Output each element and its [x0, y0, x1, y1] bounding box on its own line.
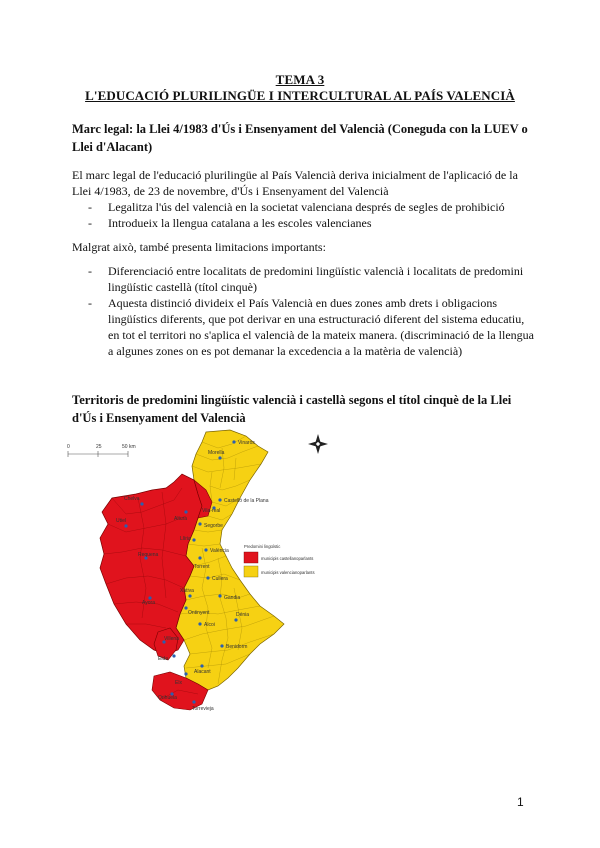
list-item-text: Aquesta distinció divideix el País Valencià en dues zones amb drets i obligacions lingüístics diferents, que pot derivar en una estructuració diferent del sistema educatiu, en tot el territori no s'aplica el valencià de la mateix manera. (discriminació de la llengua a algunes zones on es pot demanar la excedencia a la matèria de valencià)	[108, 296, 534, 358]
map-legend	[244, 544, 315, 577]
city-label: Requena	[138, 552, 159, 558]
city-label: Segorbe	[204, 523, 223, 529]
city-label: Castelló de la Plana	[224, 498, 269, 504]
city-label: Torrevieja	[192, 706, 214, 712]
legend-label-castilian: municipis castellanoparlants	[261, 556, 314, 561]
city-label: Utiel	[116, 518, 127, 524]
city-label: Ayora	[142, 600, 155, 606]
city-label: Ontinyent	[188, 610, 210, 616]
document-page: TEMA 3 L'EDUCACIÓ PLURILINGÜE I INTERCULTURAL AL PAÍS VALENCIÀ Marc legal: la Llei 4/1983 d'Ús i Ensenyament del Valencià (Coneguda con la LUEV o Llei d'Alacant) El marc legal de l'educació plurilingüe al País Valencià deriva inicialment de l'aplicació de la Llei 4/1983, de 23 de novembre, d'Ús i Ensenyament del Valencià - Legalitza l'ús del valencià en la societat valenciana després de segles de prohibició - Introdueix la llengua catalana a les escoles valencianes Malgrat això, també presenta limitacions importants: - Diferenciació entre localitats de predomini lingüístic valencià i localitats de predomini lingüístic castellà (títol cinquè) - Aquesta distinció divideix el País Valencià en dues zones amb drets i obligacions lingüístics diferents, que pot derivar en una estructuració diferent del sistema educatiu, en tot el territori no s'aplica el valencià de la mateix manera. (discriminació de la llengua a algunes zones on es pot demanar la excedencia a la matèria de valencià) Territoris de predomini lingüístic valencià i castellà segons el títol cinquè de la Llei d'Ús i Ensenyament del Valencià 0 25 50 km Vinaròs Morella Castelló de la Plana Vila-real Segorbe Llíria València Torrent Requena Cullera Ayora Xàtiva Gandia Dénia Ontinyent Alcoi Benidorm Villena Elda Alacant Elx Orihuela Torrevieja Altura Utiel Chelva Predomini lingüístic municipis castellanoparlants municipis valencianoparlants 1	[0, 0, 600, 848]
scale-label: 50 km	[122, 444, 136, 450]
city-label: Xàtiva	[180, 588, 194, 594]
scale-label: 0	[67, 444, 70, 450]
scale-label: 25	[96, 444, 102, 450]
list-item-text: Legalitza l'ús del valencià en la societat valenciana després de segles de prohibició	[108, 200, 505, 214]
city-label: Gandia	[224, 595, 241, 601]
city-label: Morella	[208, 450, 225, 456]
scale-bar	[67, 444, 136, 457]
city-label: Vila-real	[202, 508, 221, 514]
topic-number: TEMA 3	[275, 72, 325, 87]
city-label: Dénia	[236, 612, 250, 618]
city-label: Elx	[175, 680, 182, 686]
language-map	[62, 428, 332, 718]
city-label: Elda	[158, 656, 169, 662]
legend-swatch-castilian	[244, 552, 258, 563]
city-label: Chelva	[124, 496, 140, 502]
list-item-text: Introdueix la llengua catalana a les escoles valencianes	[108, 216, 372, 230]
city-label: Vinaròs	[238, 440, 255, 446]
city-label: Altura	[174, 516, 188, 522]
limitations-paragraph: Malgrat això, també presenta limitacions importants:	[72, 240, 326, 254]
section-heading-legal-framework: Marc legal: la Llei 4/1983 d'Ús i Ensenyament del Valencià (Coneguda con la LUEV o Llei d'Alacant)	[72, 122, 528, 154]
list-item-text: Diferenciació entre localitats de predomini lingüístic valencià i localitats de predomini lingüístic castellà (títol cinquè)	[108, 264, 524, 294]
north-arrow-icon	[308, 434, 328, 454]
page-number: 1	[517, 795, 524, 809]
city-label: Benidorm	[226, 644, 248, 650]
city-label: València	[210, 548, 229, 554]
city-label: Orihuela	[158, 695, 177, 701]
legend-label-valencian: municipis valencianoparlants	[261, 570, 315, 575]
section-heading-territories: Territoris de predomini lingüístic valencià i castellà segons el títol cinquè de la Llei d'Ús i Ensenyament del Valencià	[72, 393, 512, 425]
legend-title: Predomini lingüístic	[244, 544, 281, 549]
intro-paragraph: El marc legal de l'educació plurilingüe al País Valencià deriva inicialment de l'aplicació de la Llei 4/1983, de 23 de novembre, d'Ús i Ensenyament del Valencià	[72, 168, 518, 198]
city-label: Cullera	[212, 576, 228, 582]
city-label: Alcoi	[204, 622, 215, 628]
city-label: Torrent	[194, 564, 210, 570]
document-title: L'EDUCACIÓ PLURILINGÜE I INTERCULTURAL AL PAÍS VALENCIÀ	[85, 88, 515, 103]
city-label: Villena	[164, 636, 179, 642]
city-label: Alacant	[194, 669, 211, 675]
city-label: Llíria	[180, 536, 191, 542]
legend-swatch-valencian	[244, 566, 258, 577]
